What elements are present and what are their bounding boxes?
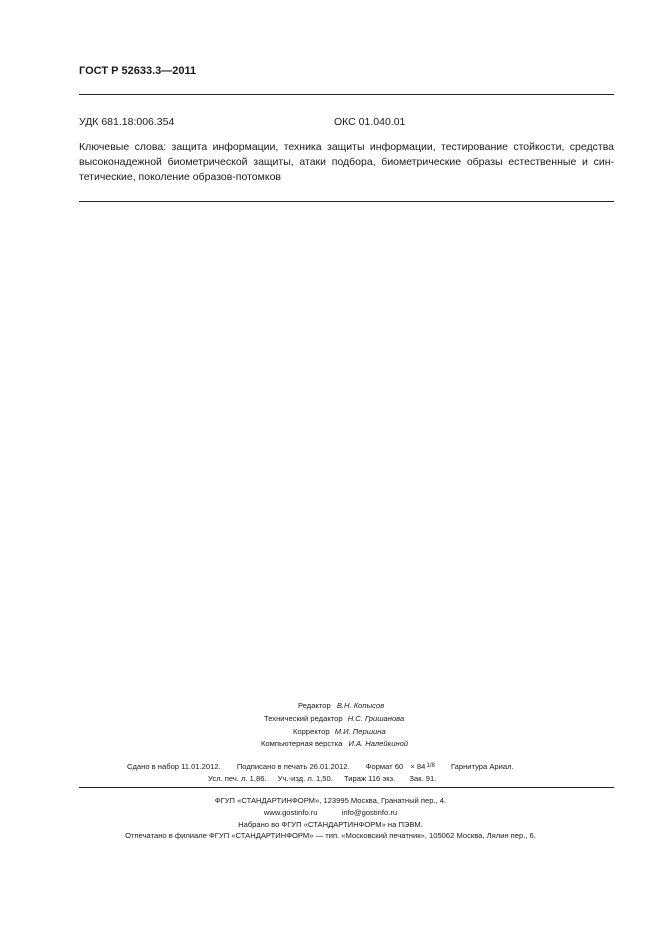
print-sheets: Усл. печ. л. 1,86. xyxy=(208,774,267,783)
email-link[interactable]: info@gostinfo.ru xyxy=(341,808,398,817)
imprint-line-3: Набрано во ФГУП «СТАНДАРТИНФОРМ» на ПЭВМ. xyxy=(238,820,423,829)
credit-role: Корректор xyxy=(293,727,330,736)
order-number: Зак. 91. xyxy=(409,774,437,783)
submitted-date: Сдано в набор 11.01.2012. xyxy=(127,762,221,771)
publishing-line-2 xyxy=(208,774,436,783)
publishing-divider xyxy=(79,787,614,788)
credits-block xyxy=(0,700,661,760)
keywords-divider xyxy=(79,201,614,202)
credit-role: Редактор xyxy=(298,701,331,710)
pub-sheets: Уч.-изд. л. 1,50. xyxy=(277,774,333,783)
credit-name: М.И. Першина xyxy=(334,727,386,736)
document-code: ГОСТ Р 52633.3—2011 xyxy=(79,65,197,77)
format-times: × xyxy=(410,762,415,771)
imprint-line-4: Отпечатано в филиале ФГУП «СТАНДАРТИНФОРМ» — тип. «Московский печатник», 105062 Москва, Лялин пер., 6. xyxy=(125,831,536,840)
imprint-line-2 xyxy=(0,808,661,817)
credit-tech-editor xyxy=(264,713,404,725)
credit-layout xyxy=(261,738,408,750)
circulation: Тираж 116 экз. xyxy=(343,774,396,783)
keywords-block xyxy=(79,140,614,185)
credit-role: Технический редактор xyxy=(264,714,343,723)
oks-code: ОКС 01.040.01 xyxy=(334,116,406,128)
udk-code: УДК 681.18:006.354 xyxy=(79,116,175,128)
signed-date: Подписано в печать 26.01.2012. xyxy=(236,762,350,771)
typeface: Гарнитура Ариал. xyxy=(450,762,514,771)
credit-name: Н.С. Гришанова xyxy=(347,714,405,723)
format-value: 84 xyxy=(416,762,426,771)
credit-editor xyxy=(298,700,384,712)
format-fraction: 1/8 xyxy=(426,763,435,769)
credit-corrector xyxy=(293,726,386,738)
format-label: Формат 60 xyxy=(365,762,404,771)
keywords-line-2: высоконадежной биометрической защиты, атаки подбора, биометрические образы естественные и син- xyxy=(79,156,614,168)
credit-role: Компьютерная верстка xyxy=(261,739,343,748)
credit-name: В.Н. Копысов xyxy=(336,701,385,710)
publishing-line-1 xyxy=(127,762,514,771)
website-link[interactable]: www.gostinfo.ru xyxy=(263,808,318,817)
imprint-line-1: ФГУП «СТАНДАРТИНФОРМ», 123995 Москва, Гранатный пер., 4. xyxy=(214,796,447,805)
header-divider xyxy=(79,94,614,95)
keywords-line-1: Ключевые слова: защита информации, техника защиты информации, тестирование стойкости, средства xyxy=(79,141,614,153)
keywords-line-3: тетические, поколение образов-потомков xyxy=(79,171,281,183)
credit-name: И.А. Налейкиной xyxy=(348,739,409,748)
